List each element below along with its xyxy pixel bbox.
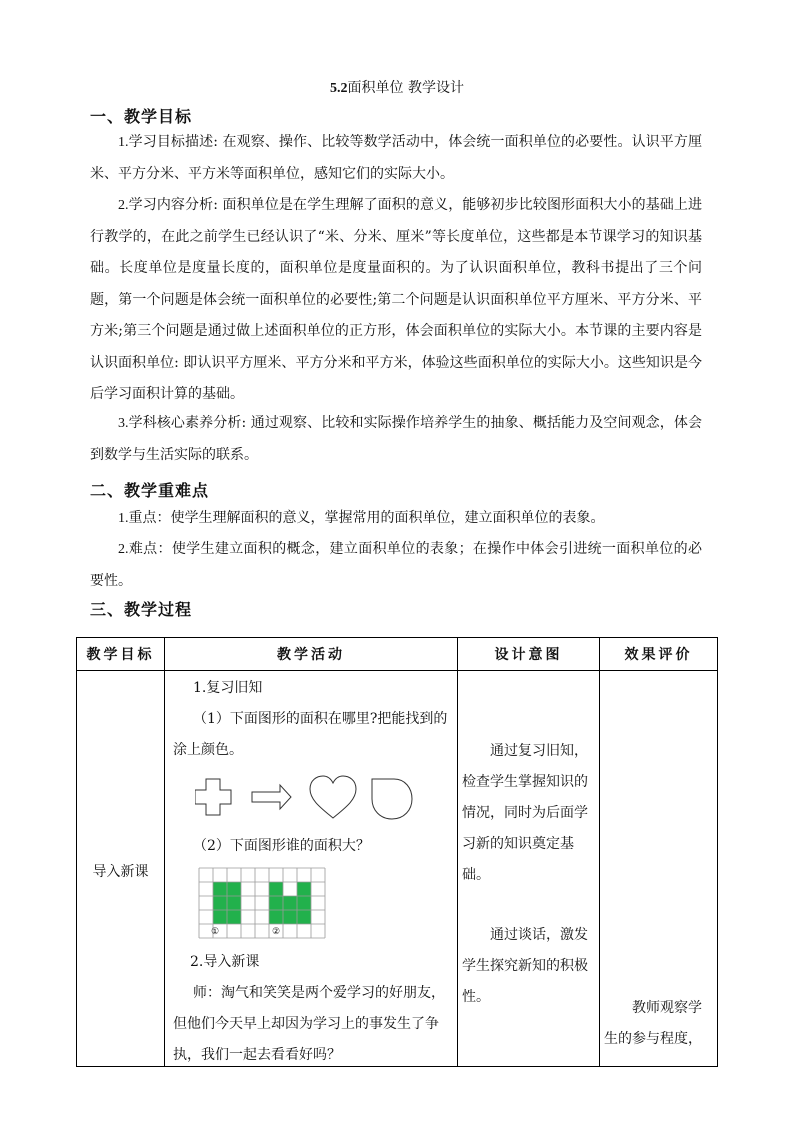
filled-square	[283, 910, 297, 924]
arrow-shape	[252, 785, 291, 809]
header-goal: 教学目标	[77, 638, 165, 671]
filled-square	[269, 910, 283, 924]
goal-paragraph-1: 1.学习目标描述: 在观察、操作、比较等数学活动中，体会统一面积单位的必要性。认识平方厘米、平方分米、平方米等面积单位，感知它们的实际大小。	[90, 134, 702, 182]
activity-review-heading: 1.复习旧知	[193, 680, 263, 696]
filled-square	[297, 910, 311, 924]
filled-square	[269, 896, 283, 910]
filled-square	[213, 882, 227, 896]
section-heading-goals: 一、教学目标	[90, 107, 193, 126]
intent-dialogue: 通过谈话，激发学生探究新知的积极性。	[462, 927, 588, 1005]
grid-label-2: ②	[272, 927, 281, 937]
header-activity: 教学活动	[165, 638, 458, 671]
teaching-process-table	[76, 637, 718, 1067]
intent-cell	[458, 671, 600, 1067]
filled-square	[283, 896, 297, 910]
filled-square	[227, 910, 241, 924]
table-row	[77, 671, 718, 1067]
filled-square	[213, 910, 227, 924]
filled-square	[297, 896, 311, 910]
activity-cell	[165, 671, 458, 1067]
activity-question-2: （2）下面图形谁的面积大？	[193, 838, 370, 854]
section-heading-process: 三、教学过程	[90, 600, 193, 619]
intent-review: 通过复习旧知，检查学生掌握知识的情况，同时为后面学习新的知识奠定基础。	[462, 743, 588, 883]
filled-square	[269, 882, 283, 896]
section-heading-keypoints: 二、教学重难点	[90, 481, 210, 500]
goal-paragraph-3: 3.学科核心素养分析: 通过观察、比较和实际操作培养学生的抽象、概括能力及空间观念，体会到数学与生活实际的联系。	[90, 415, 702, 463]
heart-shape	[310, 776, 356, 818]
keypoint-2: 2.难点：使学生建立面积的概念，建立面积单位的表象；在操作中体会引进统一面积单位的必要性。	[90, 541, 702, 589]
filled-square	[213, 896, 227, 910]
goal-paragraph-2: 2.学习内容分析: 面积单位是在学生理解了面积的意义，能够初步比较图形面积大小的基础上进行教学的，在此之前学生已经认识了“米、分米、厘米”等长度单位，这些都是本节课学习的知识基础。长度单位是度量长度的，面积单位是度量面积的。为了认识面积单位，教科书提出了三个问题，第一个问题是体会统一面积单位的必要性;第二个问题是认识面积单位平方厘米、平方分米、平方米;第三个问题是通过做上述面积单位的正方形，体会面积单位的实际大小。本节课的主要内容是认识面积单位: 即认识平方厘米、平方分米和平方米，体验这些面积单位的实际大小。这些知识是今后学习面积计算的基础。	[90, 197, 702, 402]
stage-cell	[77, 671, 165, 1067]
keypoint-1: 1.重点：使学生理解面积的意义，掌握常用的面积单位，建立面积单位的表象。	[118, 510, 605, 526]
evaluation-text: 教师观察学生的参与程度，	[604, 1000, 702, 1047]
activity-question-1: （1）下面图形的面积在哪里?把能找到的涂上颜色。	[173, 711, 448, 758]
filled-square	[227, 896, 241, 910]
header-evaluation: 效果评价	[600, 638, 718, 671]
activity-dialogue: 师：淘气和笑笑是两个爱学习的好朋友，但他们今天早上却因为学习上的事发生了争执，我们一起去看看好吗？	[173, 985, 445, 1063]
header-intent: 设计意图	[458, 638, 600, 671]
stage-label: 导入新课	[92, 864, 149, 880]
shapes-figure	[195, 774, 425, 822]
drop-shape	[372, 779, 412, 819]
cross-shape	[195, 779, 231, 815]
activity-intro-heading: 2.导入新课	[190, 954, 260, 970]
grid-label-1: ①	[211, 927, 220, 937]
evaluation-cell	[600, 671, 718, 1067]
table-header-row	[77, 638, 718, 671]
filled-square	[227, 882, 241, 896]
filled-square	[297, 882, 311, 896]
page-title: 5.2面积单位 教学设计	[330, 80, 464, 96]
